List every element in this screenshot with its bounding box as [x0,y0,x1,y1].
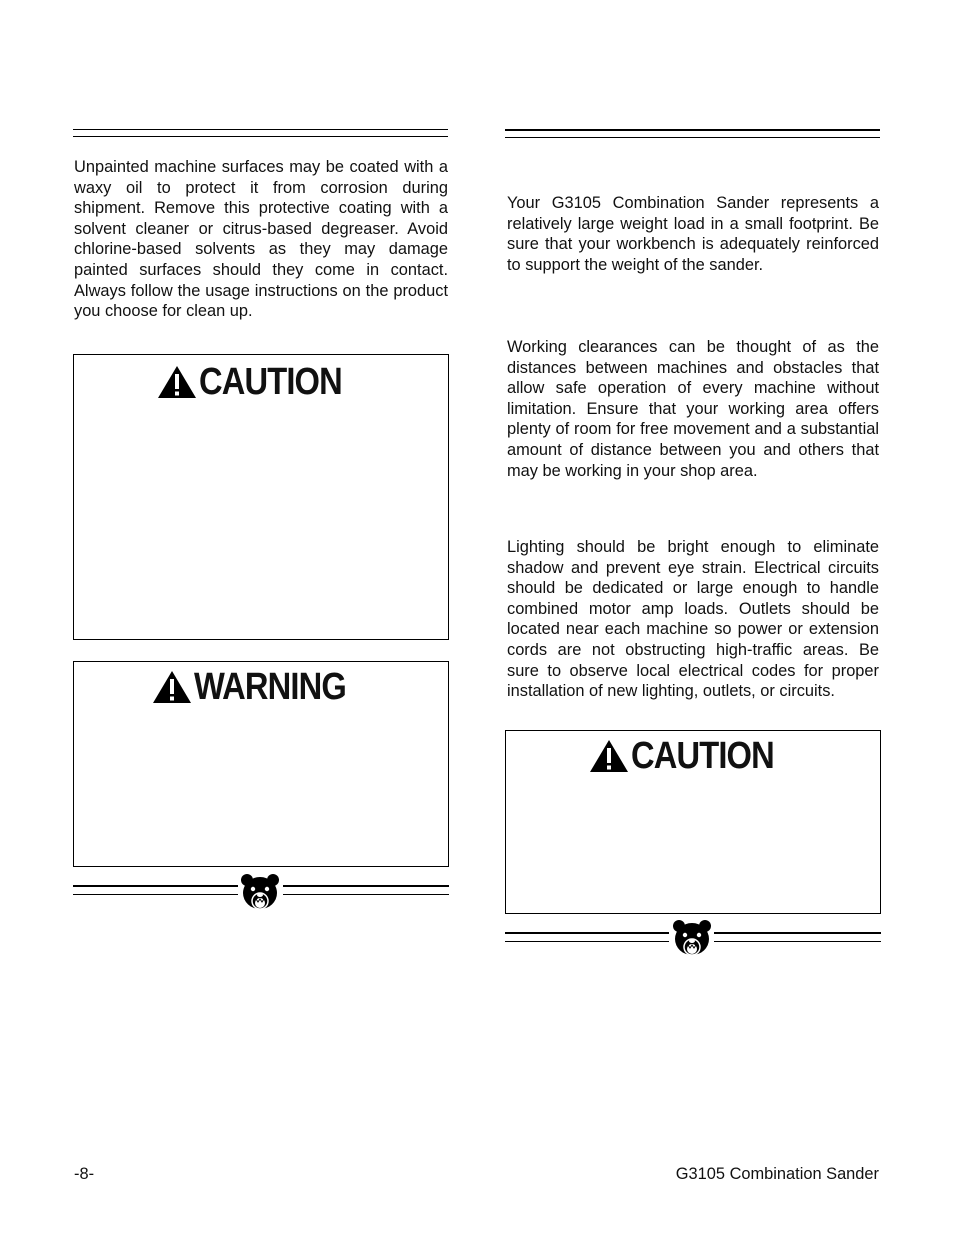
caution-signal-word: CAUTION [198,361,342,403]
section-rule-right [505,129,880,138]
clean-up-paragraph: Unpainted machine surfaces may be coated with a waxy oil to protect it from corrosion during shipment. Remove this protective coating with a solvent cleaner or citrus-based degreaser. Avoid chlorine-based solvents as they may damage painted surfaces should they come in contact. Always follow the usage instructions on the product you choose for clean up. [74,158,448,321]
warning-signal-word: WARNING [193,666,346,708]
bear-logo-icon [671,918,713,960]
caution-box-left [73,354,449,640]
lighting-outlets-paragraph: Lighting should be bright enough to eliminate shadow and prevent eye strain. Electrical circuits should be dedicated or large enough to handle combined motor amp loads. Outlets should be located near each machine so power or extension cords are not obstructing high-traffic areas. Be sure to observe local electrical codes for proper installation of new lighting, outlets, or circuits. [507,538,879,701]
page-number: -8- [74,1165,95,1183]
warning-triangle-icon [152,670,192,704]
caution-signal-word: CAUTION [630,735,774,777]
manual-title: G3105 Combination Sander [675,1165,879,1183]
caution-box-right [505,730,881,914]
warning-triangle-icon [157,365,197,399]
warning-box-left [73,661,449,867]
working-clearances-paragraph: Working clearances can be thought of as the distances between machines and obstacles that allow safe operation of every machine without limitation. Ensure that your working area offers plenty of room for free movement and a substantial amount of distance between you and others that may be working in your shop area. [507,338,879,480]
bear-logo-icon [239,872,281,914]
workbench-paragraph: Your G3105 Combination Sander represents a relatively large weight load in a small footprint. Be sure that your workbench is adequately reinforced to support the weight of the sander. [507,194,879,274]
warning-triangle-icon [589,739,629,773]
section-rule-left [73,129,448,137]
